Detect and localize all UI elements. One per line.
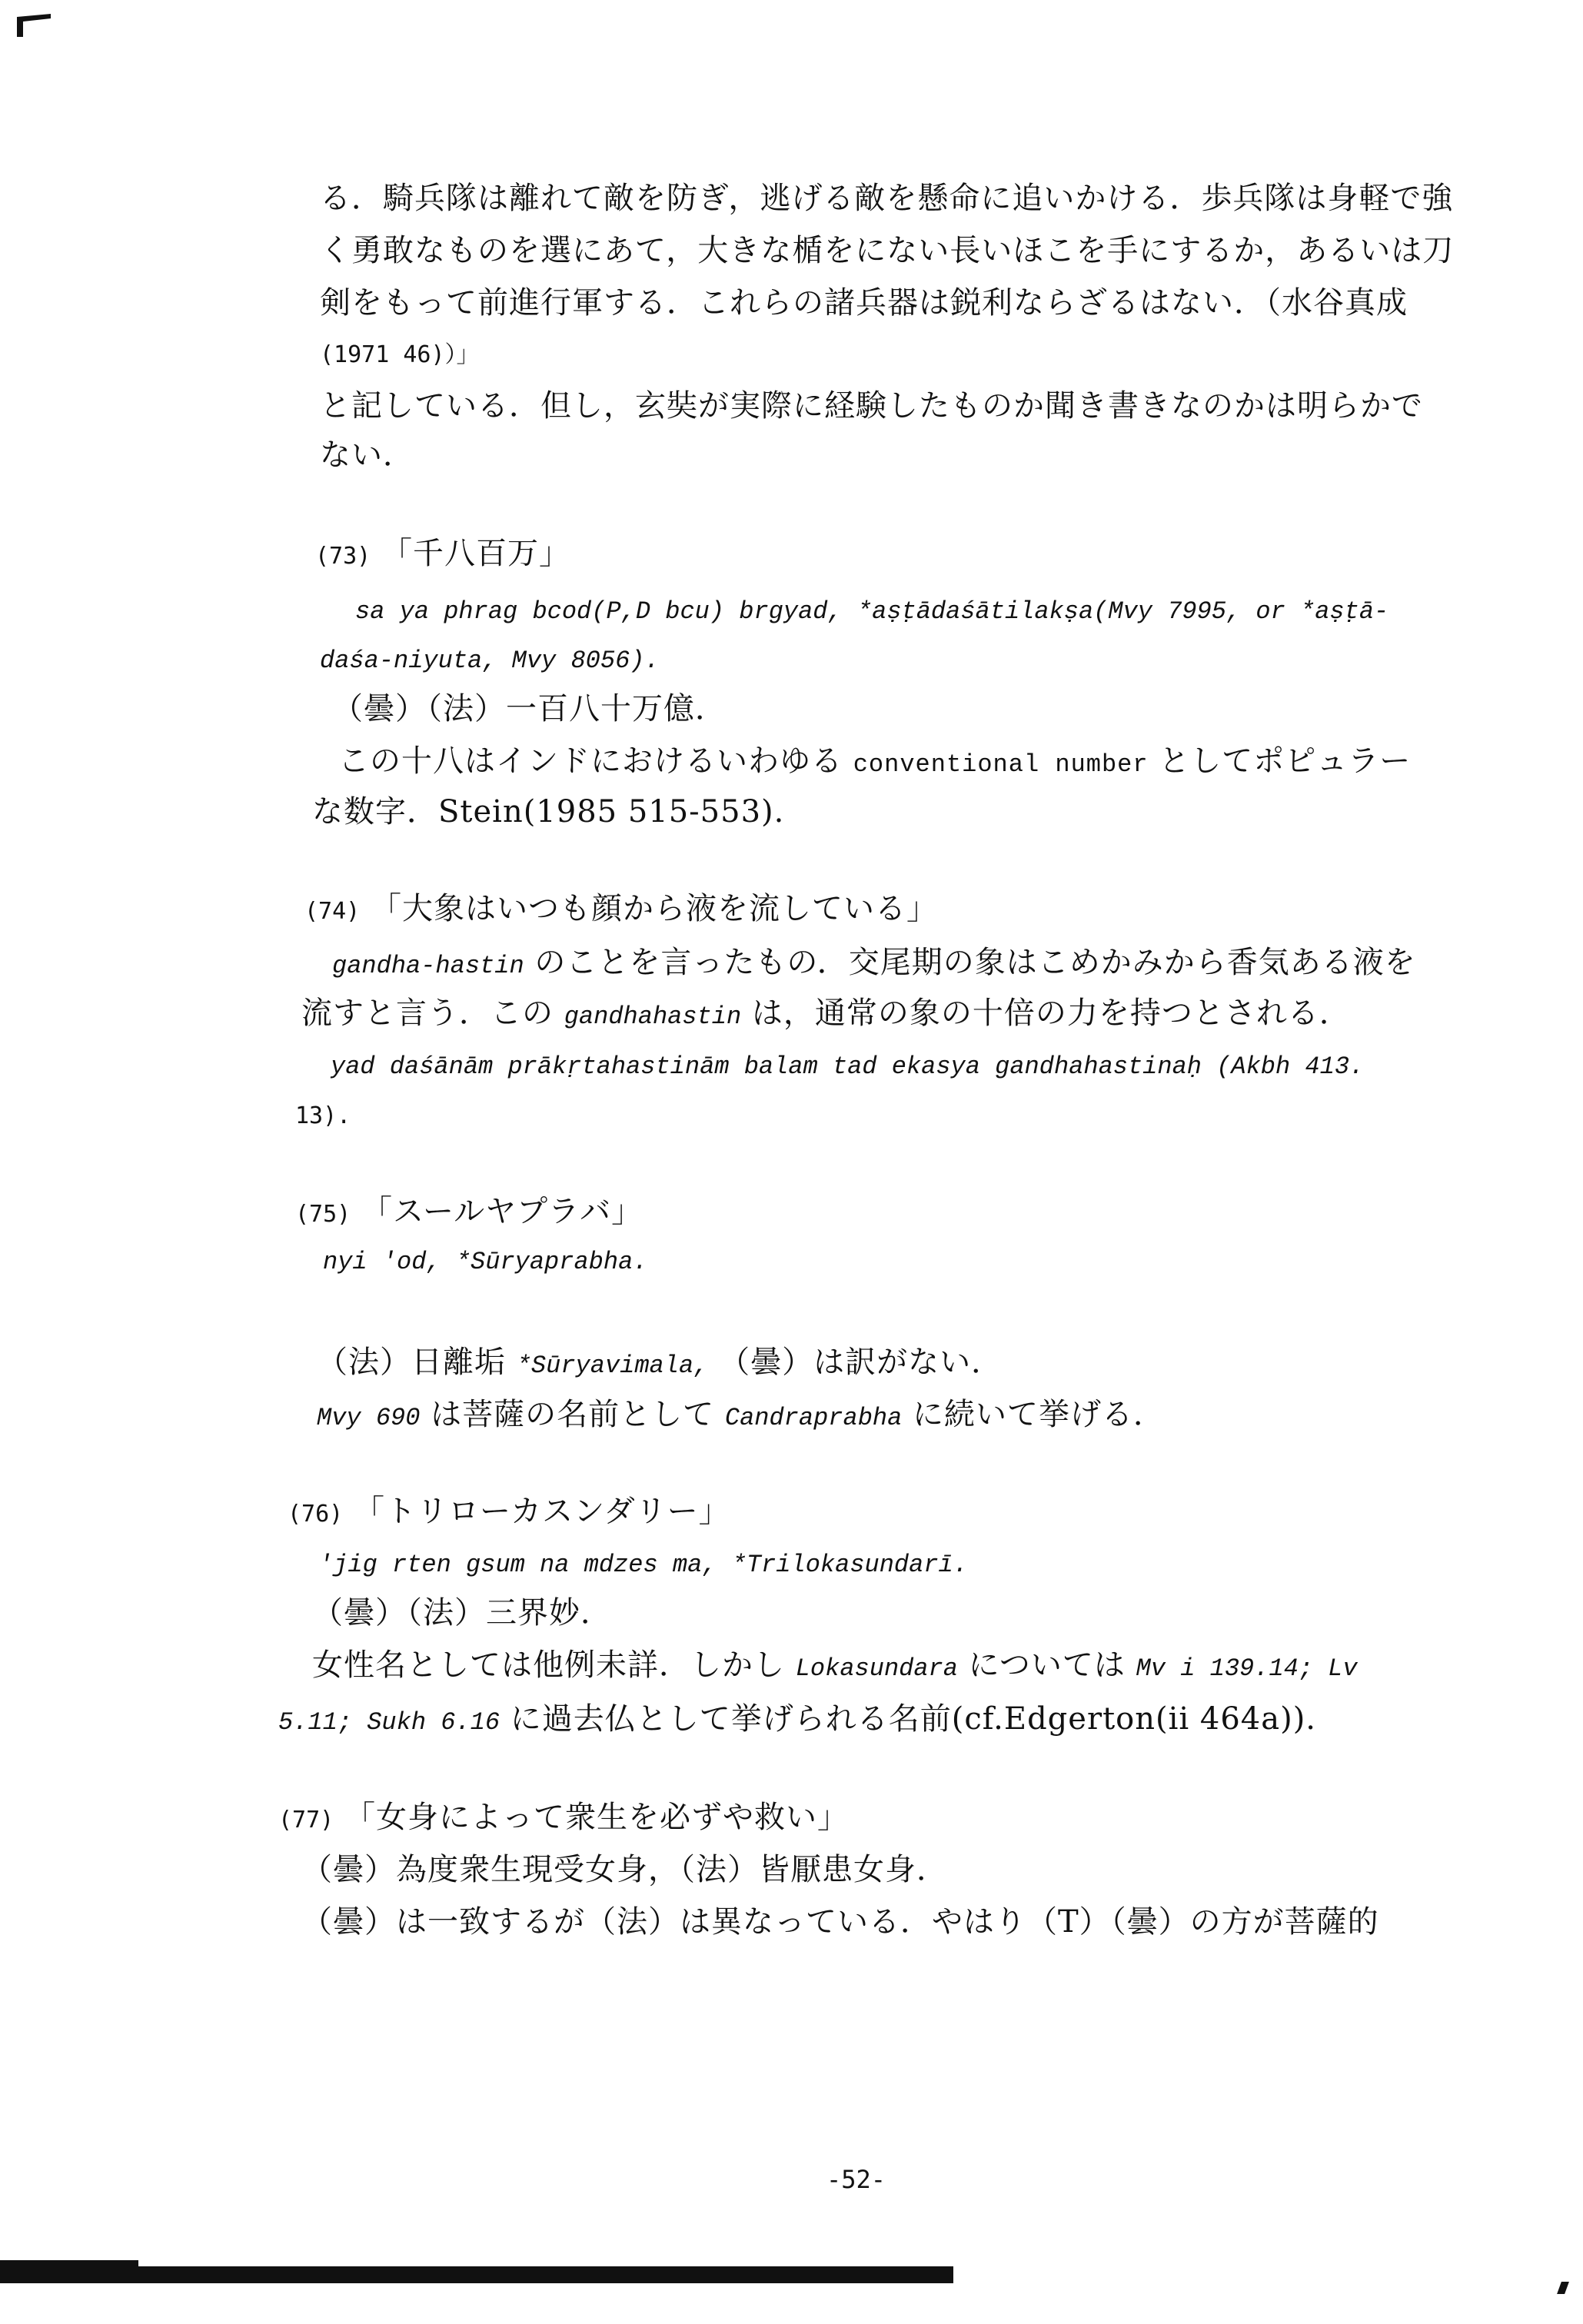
text-line: と記している．但し，玄奘が実際に経験したものか聞き書きなのかは明らかで (320, 388, 1423, 424)
text-span: のことを言ったもの．交尾期の象はこめかみから香気ある液を (534, 945, 1416, 980)
note-number: (73) (315, 543, 371, 570)
text-line: （曇）為度衆生現受女身，（法）皆厭患女身． (301, 1852, 948, 1887)
note-number: (75) (295, 1201, 351, 1228)
text-line: (1971 46)）」 (320, 341, 480, 368)
tibetan-line: nyi 'od, *Sūryaprabha. (323, 1248, 648, 1276)
tibetan-line: daśa-niyuta, Mvy 8056). (320, 647, 660, 675)
tibetan-line: 'jig rten gsum na mdzes ma, *Trilokasundarī. (318, 1551, 968, 1579)
text-span: は菩薩の名前として (431, 1397, 715, 1432)
text-span: に過去仏として挙げられる名前(cf.Edgerton(ii 464a)). (510, 1701, 1317, 1737)
text-line (338, 741, 1411, 785)
text-span: 5.11; Sukh 6.16 (278, 1708, 501, 1737)
note-number: (77) (278, 1807, 334, 1834)
text-line: な数字．Stein(1985 515-553). (312, 794, 785, 830)
text-span: gandha-hastin (332, 952, 524, 980)
text-span: （曇）は訳がない． (719, 1345, 1003, 1380)
text-span: この十八はインドにおけるいわゆる (338, 743, 843, 779)
text-line (312, 1645, 1358, 1689)
text-line (332, 943, 1416, 986)
text-span: *Sūryavimala, (516, 1352, 709, 1380)
scan-artifact (0, 2266, 953, 2283)
sanskrit-line: yad daśānām prākṛtahastinām balam tad ekasya gandhahastinaḥ (Akbh 413. (331, 1052, 1365, 1081)
note-heading-75 (295, 1192, 643, 1235)
note-number: (76) (288, 1501, 344, 1528)
note-number: (74) (304, 898, 361, 925)
text-span: Mvy 690 (317, 1404, 421, 1432)
note-heading-76 (288, 1491, 730, 1534)
text-line: （曇）は一致するが（法）は異なっている．やはり（T）（曇）の方が菩薩的 (301, 1904, 1379, 1940)
text-span: については (968, 1647, 1126, 1683)
text-span: は，通常の象の十倍の力を持つとされる． (751, 996, 1351, 1031)
note-title: 「スールヤプラバ」 (361, 1194, 644, 1229)
text-line: 13). (295, 1102, 351, 1129)
note-title: 「女身によって衆生を必ずや救い」 (344, 1800, 849, 1835)
text-line (317, 1395, 1165, 1438)
text-span: 流すと言う．この (301, 996, 554, 1031)
text-line (317, 1342, 1003, 1386)
scan-corner-mark (17, 14, 51, 37)
text-span: としてポピュラー (1159, 743, 1412, 779)
text-span: Lokasundara (795, 1654, 958, 1683)
note-title: 「千八百万」 (381, 536, 570, 571)
text-line: （曇）（法）三界妙． (312, 1595, 612, 1631)
text-line: ない． (320, 437, 414, 473)
tibetan-line: sa ya phrag bcod(P,D bcu) brgyad, *aṣṭādaśātilakṣa(Mvy 7995, or *aṣṭā- (355, 597, 1389, 626)
note-heading-73 (315, 534, 570, 577)
page-number: -52- (826, 2165, 886, 2194)
scan-artifact (1557, 2282, 1569, 2294)
text-span: Candraprabha (724, 1404, 903, 1432)
text-line (278, 1699, 1316, 1743)
text-span: conventional number (853, 750, 1149, 779)
text-span: に続いて挙げる． (913, 1397, 1166, 1432)
text-line: 剣をもって前進行軍する．これらの諸兵器は鋭利ならざるはない．（水谷真成 (320, 285, 1408, 321)
text-span: 女性名としては他例未詳．しかし (312, 1647, 785, 1683)
text-line: （曇）（法）一百八十万億． (332, 691, 727, 726)
text-span: Mv i 139.14; Lv (1136, 1654, 1358, 1683)
text-span: gandhahastin (564, 1002, 742, 1031)
text-span: （法）日離垢 (317, 1345, 506, 1380)
note-heading-74 (304, 889, 938, 932)
note-title: 「大象はいつも顔から液を流している」 (370, 891, 938, 926)
note-title: 「トリローカスンダリー」 (353, 1494, 730, 1529)
text-line: る．騎兵隊は離れて敵を防ぎ，逃げる敵を懸命に追いかける．歩兵隊は身軽で強 (320, 181, 1454, 216)
text-line (301, 993, 1351, 1037)
note-heading-77 (278, 1797, 849, 1840)
text-line: く勇敢なものを選にあて，大きな楯をにない長いほこを手にするか，あるいは刀 (320, 233, 1455, 268)
